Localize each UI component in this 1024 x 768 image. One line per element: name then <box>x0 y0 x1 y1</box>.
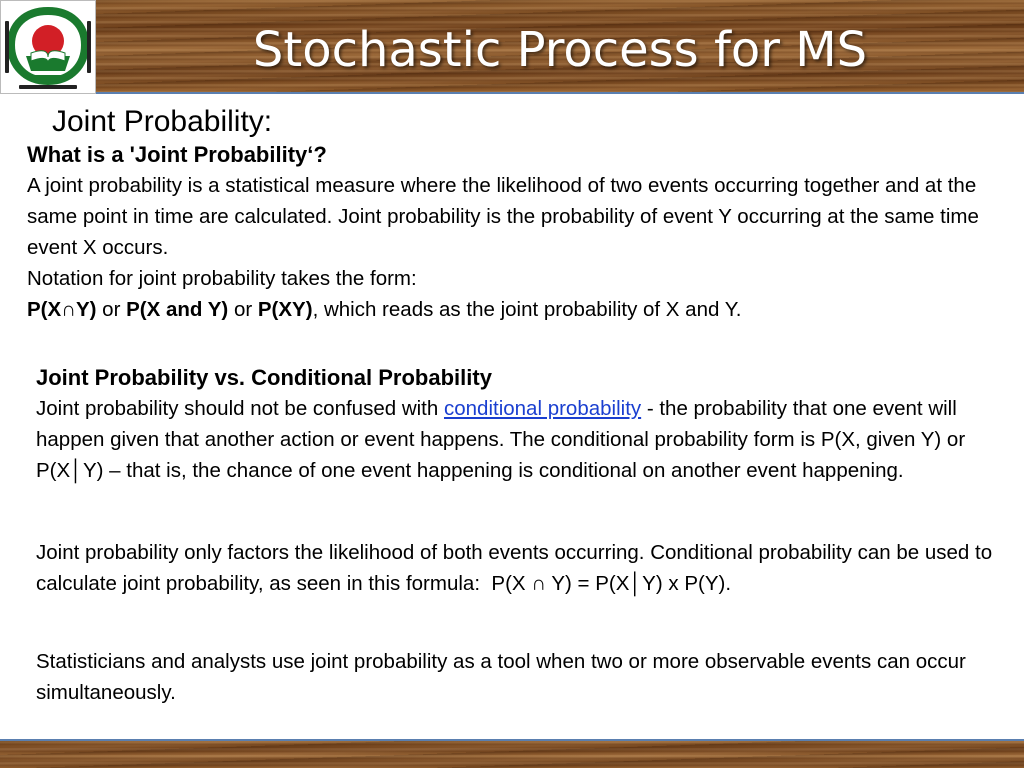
comparison-body <box>36 393 1006 486</box>
comparison-body-end: - the probability that one event will happen given that another action or event happens. The conditional probability form is P(X, given Y) or P(X│Y) – that is, the chance of one event happening is conditional on another event happening. <box>36 397 971 482</box>
notation-and: P(X and Y) <box>126 298 229 321</box>
notation-xy: P(XY) <box>257 298 313 321</box>
formula-body: Joint probability only factors the likelihood of both events occurring. Conditional probability can be used to calculate joint probability, as seen in this formula: P(X ∩ Y) = P(X│Y) x P(Y). <box>36 541 998 595</box>
definition-body: A joint probability is a statistical measure where the likelihood of two events occurring together and at the same point in time are calculated. Joint probability is the probability of event Y occurring at the same time event X occurs. <box>27 174 979 259</box>
notation-intro: Notation for joint probability takes the form: <box>27 267 417 290</box>
notation-or-1: or <box>96 298 127 321</box>
slide-heading: Joint Probability: <box>52 105 273 138</box>
slide-title: Stochastic Process for MS <box>252 22 868 78</box>
notation-intersection: P(X∩Y) <box>27 298 97 321</box>
formula-section <box>36 537 1006 599</box>
conditional-probability-link[interactable]: conditional probability <box>443 397 642 420</box>
definition-section <box>27 139 1002 325</box>
usage-body: Statisticians and analysts use joint probability as a tool when two or more observable events can occur simultaneously. <box>36 650 966 704</box>
slide-header <box>0 0 1024 94</box>
definition-question: What is a 'Joint Probability‘? <box>27 142 327 167</box>
footer-wood-bar <box>0 739 1024 768</box>
slide-content <box>0 94 1024 739</box>
notation-tail: , which reads as the joint probability of X and Y. <box>312 298 742 321</box>
comparison-heading: Joint Probability vs. Conditional Probability <box>36 365 492 390</box>
notation-line <box>27 294 1002 325</box>
usage-section <box>36 646 1006 708</box>
university-logo <box>0 0 96 94</box>
notation-or-2: or <box>228 298 258 321</box>
comparison-section <box>36 362 1006 486</box>
comparison-body-start: Joint probability should not be confused with <box>36 397 444 420</box>
